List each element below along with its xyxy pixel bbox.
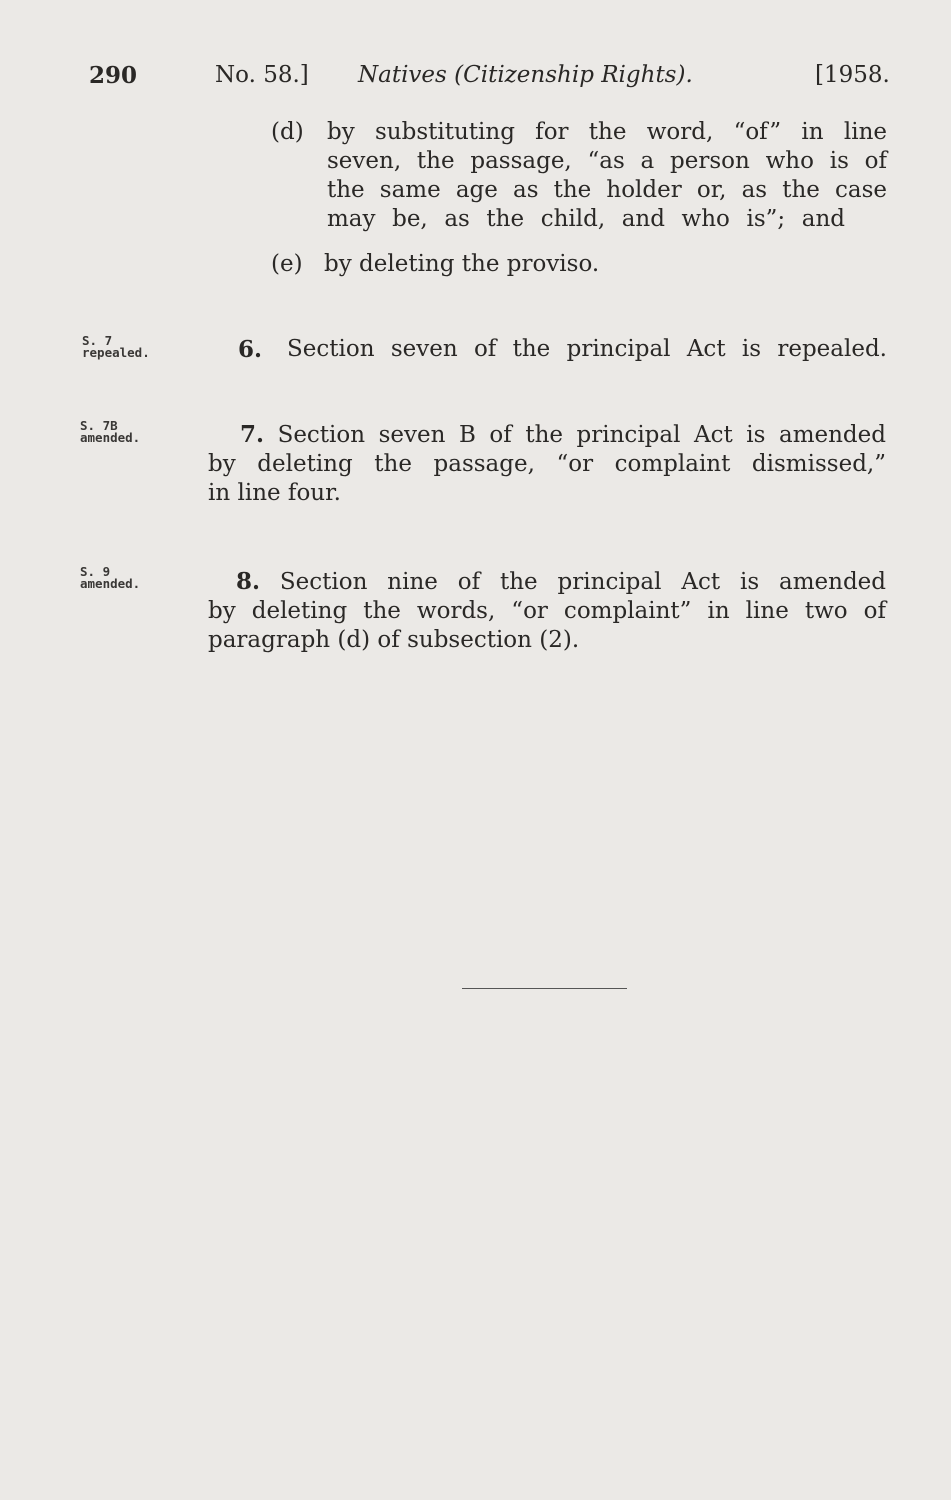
item-e-text: by deleting the proviso. [324, 251, 600, 277]
margin-note [80, 420, 140, 444]
section-text: Section seven of the principal Act is repealed. [287, 336, 887, 362]
section-line: by deleting the passage, “or complaint dismissed,” [208, 451, 886, 477]
item-d-text [327, 118, 887, 234]
section-line [208, 420, 886, 450]
margin-note-status: amended. [80, 430, 141, 445]
end-rule [462, 988, 627, 989]
item-e-label: (e) [271, 251, 303, 277]
section-number: 8. [236, 568, 261, 595]
margin-note-ref: S. 9 [80, 564, 111, 579]
margin-note-ref: S. 7 [82, 333, 113, 348]
item-d-label: (d) [271, 119, 304, 145]
act-title: Natives (Citizenship Rights). [358, 62, 693, 88]
item-d-line: seven, the passage, “as a person who is of [327, 148, 887, 174]
page-number: 290 [89, 62, 138, 89]
section-line [208, 567, 886, 597]
section-line: by deleting the words, “or complaint” in line two of [208, 598, 886, 624]
margin-note-status: amended. [80, 576, 141, 591]
act-number: No. 58.] [215, 62, 309, 88]
section-number: 7. [240, 421, 265, 448]
item-d-line: by substituting for the word, “of” in line [327, 119, 887, 145]
margin-note [82, 335, 150, 359]
margin-note-status: repealed. [82, 345, 150, 360]
margin-note-ref: S. 7B [80, 418, 118, 433]
section-text: Section seven B of the principal Act is amended [277, 422, 886, 448]
section-paragraph [208, 420, 886, 508]
section-number: 6. [238, 336, 263, 363]
section-line: paragraph (d) of subsection (2). [208, 627, 580, 653]
header-year: [1958. [815, 62, 890, 88]
section-line: in line four. [208, 480, 341, 506]
item-d-line: the same age as the holder or, as the case [327, 177, 887, 203]
section-text: Section nine of the principal Act is amended [279, 569, 887, 595]
section-paragraph [208, 567, 886, 655]
margin-note [80, 566, 140, 590]
item-d-line: may be, as the child, and who is”; and [327, 206, 845, 232]
